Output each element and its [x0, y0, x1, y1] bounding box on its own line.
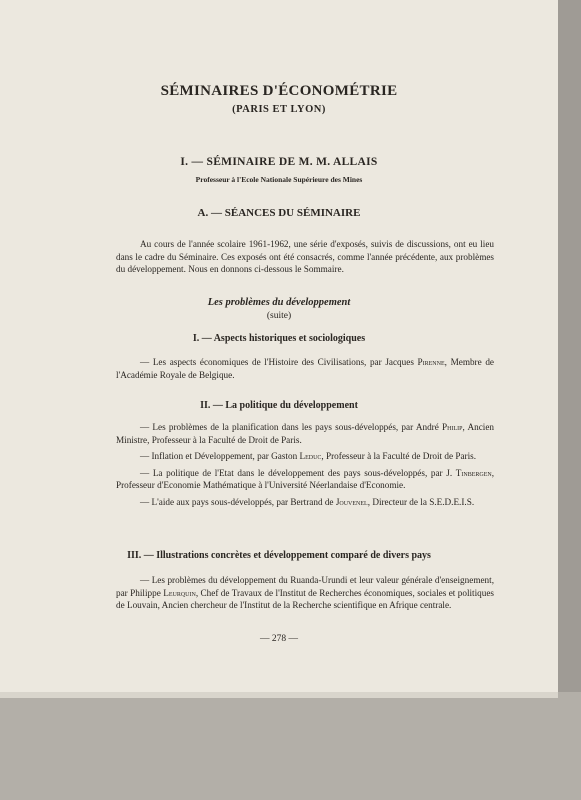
paper-fold-region — [0, 692, 581, 800]
page-number: — 278 — — [260, 634, 298, 644]
list-item: — L'aide aux pays sous-développés, par Bertrand de Jouvenel, Directeur de la S.E.D.E.I.S. — [140, 496, 475, 507]
part3-list — [116, 574, 494, 612]
list-item: — Inflation et Développement, par Gaston Leduc, Professeur à la Faculté de Droit de Paris. — [140, 451, 477, 462]
section-affiliation: Professeur à l'Ecole Nationale Supérieure des Mines — [195, 175, 363, 184]
page-title: SÉMINAIRES D'ÉCONOMÉTRIE — [160, 83, 398, 99]
subsection-heading: A. — SÉANCES DU SÉMINAIRE — [197, 207, 361, 219]
topic-title: Les problèmes du développement — [207, 297, 351, 308]
list-item: — Les problèmes de la planification dans les pays sous-développés, par André Philip, Ancien Ministre, Professeur à la Faculté de Droit de Paris. — [116, 422, 494, 445]
intro-paragraph: Au cours de l'année scolaire 1961-1962, une série d'exposés, suivis de discussions, ont eu lieu dans le cadre du Séminaire. Ces exposés ont été consacrés, comme l'année précédente, aux problèmes du développement. Nous en donnons ci-dessous le Sommaire. — [116, 239, 494, 275]
paper-fold-line — [0, 692, 558, 698]
topic-subtitle: (suite) — [266, 311, 292, 321]
part3-heading: III. — Illustrations concrètes et développement comparé de divers pays — [127, 550, 431, 561]
part2-heading: II. — La politique du développement — [200, 400, 358, 411]
section-heading: I. — SÉMINAIRE DE M. M. ALLAIS — [180, 156, 378, 168]
part1-heading: I. — Aspects historiques et sociologiques — [192, 333, 366, 344]
list-item: — Les problèmes du développement du Ruanda-Urundi et leur valeur générale d'enseignement, par Philippe Leurquin, Chef de Travaux de l'Institut de Recherches économiques, sociales et politiques de Louvain, Ancien chercheur de l'Institut de la Recherche scientifique en Afrique centrale. — [116, 575, 494, 611]
list-item: — Les aspects économiques de l'Histoire des Civilisations, par Jacques Pirenne, Membre de l'Académie Royale de Belgique. — [116, 357, 494, 380]
part2-list — [116, 421, 494, 509]
part1-list — [116, 356, 494, 381]
list-item: — La politique de l'Etat dans le développement des pays sous-développés, par J. Tinbergen, Professeur d'Economie Mathématique à l'Université Néerlandaise d'Economie. — [116, 467, 494, 491]
page-subtitle: (PARIS ET LYON) — [232, 104, 326, 115]
page-edge-shadow — [558, 0, 581, 800]
